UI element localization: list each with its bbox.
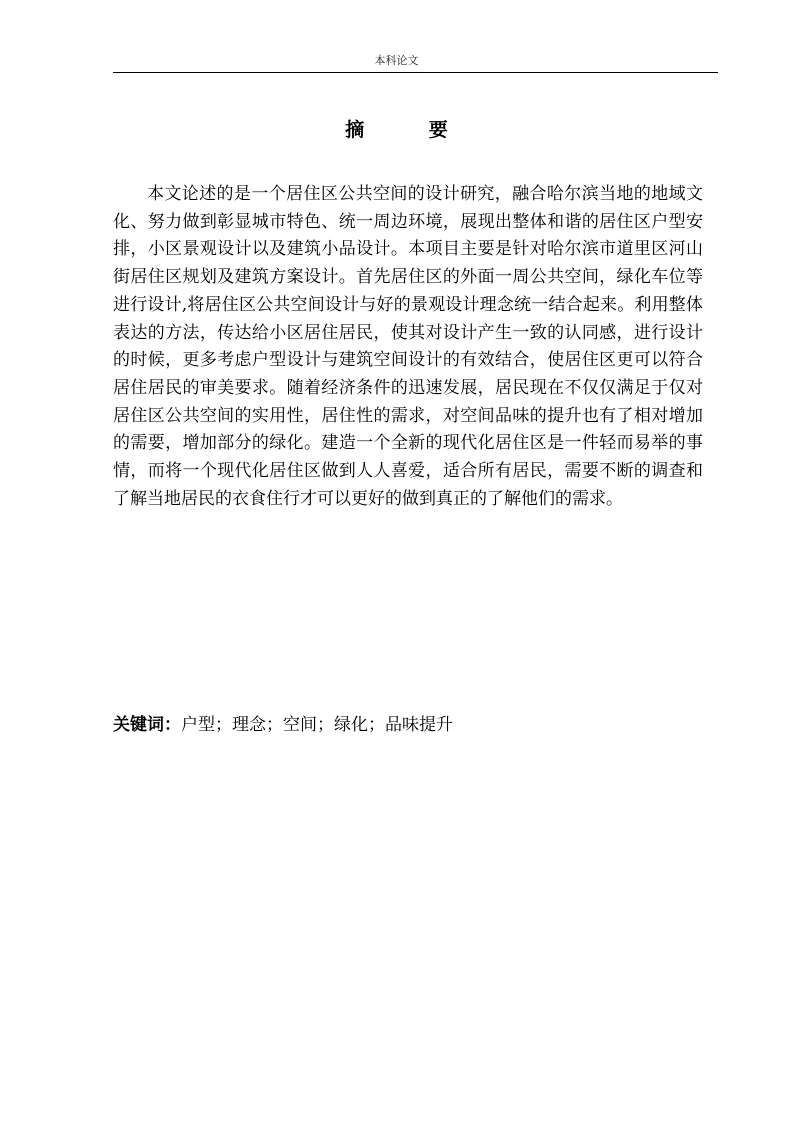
header-rule: [113, 72, 718, 73]
keywords-label: 关键词：: [113, 715, 181, 735]
running-header: 本科论文: [374, 54, 419, 67]
abstract-title: 摘 要: [345, 119, 471, 141]
keywords-line: [113, 713, 703, 737]
keywords-value: 户型；理念；空间；绿化；品味提升: [181, 715, 453, 735]
abstract-paragraph: 本文论述的是一个居住区公共空间的设计研究，融合哈尔滨当地的地域文化、努力做到彰显城市特色、统一周边环境，展现出整体和谐的居住区户型安排，小区景观设计以及建筑小品设计。本项目主要是针对哈尔滨市道里区河山街居住区规划及建筑方案设计。首先居住区的外面一周公共空间，绿化车位等进行设计,将居住区公共空间设计与好的景观设计理念统一结合起来。利用整体表达的方法，传达给小区居住居民，使其对设计产生一致的认同感，进行设计的时候，更多考虑户型设计与建筑空间设计的有效结合，使居住区更可以符合居住居民的审美要求。随着经济条件的迅速发展，居民现在不仅仅满足于仅对居住区公共空间的实用性，居住性的需求，对空间品味的提升也有了相对增加的需要，增加部分的绿化。建造一个全新的现代化居住区是一件轻而易举的事情，而将一个现代化居住区做到人人喜爱，适合所有居民，需要不断的调查和了解当地居民的衣食住行才可以更好的做到真正的了解他们的需求。: [113, 184, 703, 509]
